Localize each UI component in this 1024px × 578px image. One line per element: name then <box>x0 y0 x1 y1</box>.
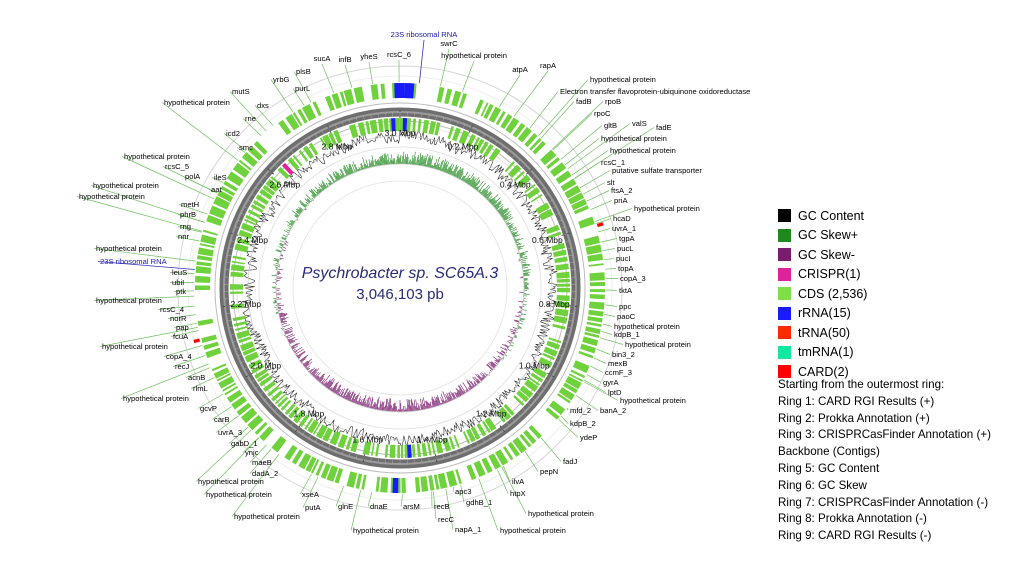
ring-description-heading: Starting from the outermost ring: <box>778 378 945 391</box>
gene-label: fadE <box>656 123 672 132</box>
axis-tick-label: 3.0 Mbp <box>384 128 416 138</box>
gene-label: hypothetical protein <box>123 394 189 403</box>
legend-label-trna: tRNA(50) <box>798 325 851 340</box>
gene-label: rlmL <box>193 384 208 393</box>
axis-tick-label: 1.6 Mbp <box>352 434 384 445</box>
gene-label: apc3 <box>455 487 472 496</box>
legend-label-gc-skew-minus: GC Skew- <box>798 247 855 262</box>
legend-item <box>778 343 1022 363</box>
center-organism-name: Psychrobacter sp. SC65A.3 <box>301 265 499 282</box>
ring-description-line-9: Ring 9: CARD RGI Results (-) <box>778 529 932 543</box>
gene-label: leuS <box>172 268 188 277</box>
axis-tick-label: 0.4 Mbp <box>499 179 531 190</box>
gene-label: hypothetical protein <box>590 75 656 84</box>
gene-label: rcsC_4 <box>160 305 185 314</box>
gene-label: tktA <box>619 286 633 295</box>
gene-label: paoC <box>617 312 636 321</box>
axis-tick-label: 2.0 Mbp <box>250 360 282 371</box>
gene-label: gdhB_1 <box>466 498 493 507</box>
gene-label: rpoB <box>605 97 622 106</box>
gene-label: hypothetical protein <box>614 322 680 331</box>
gene-label: lptD <box>608 388 622 397</box>
gene-label: dnaE <box>370 502 388 511</box>
legend-item <box>778 206 1022 226</box>
legend-label-gc-content: GC Content <box>798 208 865 223</box>
axis-tick-label: 1.8 Mbp <box>293 408 325 419</box>
gene-label: infB <box>338 55 352 64</box>
gene-label: bin3_2 <box>612 350 635 359</box>
gene-label: yheS <box>360 52 378 61</box>
gene-label: recJ <box>175 362 190 371</box>
axis-tick-label: 0.6 Mbp <box>532 235 563 246</box>
gene-label: hypothetical protein <box>610 146 676 155</box>
gene-label: dadA_2 <box>252 469 279 478</box>
gene-label: uvrA_3 <box>218 428 243 437</box>
gene-label: hypothetical protein <box>353 526 419 535</box>
gene-label: ydeP <box>580 433 598 442</box>
gene-label: banA_2 <box>600 406 627 415</box>
gene-label: icd2 <box>226 129 240 138</box>
gene-label: hypothetical protein <box>206 490 272 499</box>
gene-label: ptk <box>176 287 187 296</box>
legend-swatch-trna <box>778 326 791 339</box>
gene-label: hypothetical protein <box>601 134 667 143</box>
gene-label: valS <box>632 119 647 128</box>
legend-label-gc-skew-plus: GC Skew+ <box>798 228 859 243</box>
gene-label: rapA <box>539 61 557 70</box>
gene-label: napA_1 <box>455 525 482 534</box>
gene-label: norR <box>170 314 187 323</box>
legend-swatch-gc-skew-plus <box>778 229 791 242</box>
axis-tick-label: 2.4 Mbp <box>237 235 268 246</box>
gene-label: pepN <box>540 467 559 476</box>
gene-label: rcsC_5 <box>165 162 190 171</box>
gene-label: maeB <box>252 458 272 467</box>
gene-label: kdpB_1 <box>614 330 640 339</box>
gene-label: xseA <box>302 490 319 499</box>
ring-description-line-1: Ring 1: CARD RGI Results (+) <box>778 394 935 408</box>
legend-swatch-gc-skew-minus <box>778 248 791 261</box>
ring-description-line-4: Backbone (Contigs) <box>778 445 880 459</box>
gene-label: 23S ribosomal RNA <box>100 257 167 266</box>
legend-swatch-tmrna <box>778 346 791 359</box>
axis-tick-label: 0.8 Mbp <box>538 299 570 310</box>
gene-label: putative sulfate transporter <box>612 166 702 175</box>
legend-label-rrna: rRNA(15) <box>798 306 851 321</box>
gene-label: hypothetical protein <box>634 204 700 213</box>
gene-label: hypothetical protein <box>93 181 159 190</box>
gene-label: ppc <box>619 302 632 311</box>
gene-label: atpA <box>512 65 528 74</box>
legend-label-cds: CDS (2,536) <box>798 286 868 301</box>
gene-label: sucA <box>313 54 331 63</box>
gene-label: ccmF_3 <box>605 368 633 377</box>
ring-description-line-5: Ring 5: GC Content <box>778 461 880 475</box>
gene-label: recB <box>434 502 450 511</box>
gene-label: topA <box>618 264 634 273</box>
gene-label: swrC <box>440 39 458 48</box>
center-genome-size: 3,046,103 pb <box>356 286 444 303</box>
gene-label: gcvP <box>200 404 217 413</box>
axis-tick-label: 2.8 Mbp <box>321 141 353 152</box>
gene-label: pucL <box>617 244 634 253</box>
legend-item <box>778 284 1022 304</box>
ring-description-line-7: Ring 7: CRISPRCasFinder Annotation (-) <box>778 495 989 509</box>
axis-tick-label: 1.4 Mbp <box>416 434 448 445</box>
gene-label: dxs <box>257 101 269 110</box>
gene-label: yrbG <box>273 75 290 84</box>
gene-label: htpX <box>510 489 526 498</box>
gene-label: putA <box>305 503 321 512</box>
gene-label: hypothetical protein <box>79 192 145 201</box>
gene-label: ftsA_2 <box>611 186 633 195</box>
gene-label: hypothetical protein <box>96 296 162 305</box>
gene-label: pap <box>176 323 189 332</box>
gene-label: aat <box>211 185 222 194</box>
gene-label: polA <box>185 172 201 181</box>
gene-label: priA <box>614 196 628 205</box>
legend-swatch-cds <box>778 287 791 300</box>
gene-label: smc <box>239 143 253 152</box>
gene-label: ileS <box>214 173 227 182</box>
gene-label: tgpA <box>619 234 635 243</box>
gene-label: gltB <box>604 121 618 130</box>
gene-label: rcsC_6 <box>386 50 412 59</box>
gene-label: fadB <box>576 97 592 106</box>
ring-description-line-8: Ring 8: Prokka Annotation (-) <box>778 512 927 526</box>
gene-label: hypothetical protein <box>102 342 168 351</box>
gene-label: plsB <box>296 67 311 76</box>
gene-label: hypothetical protein <box>625 340 691 349</box>
gene-label: ynjc <box>245 448 259 457</box>
gene-label: rcsC_1 <box>601 158 626 167</box>
gene-label: rpoC <box>594 109 611 118</box>
legend-swatch-rrna <box>778 307 791 320</box>
gene-label: mfd_2 <box>570 406 592 415</box>
ring-description <box>778 377 1022 545</box>
gene-label: gabD_1 <box>231 439 258 448</box>
gene-label: hypothetical protein <box>234 512 300 521</box>
gene-label: rng <box>180 222 191 231</box>
legend-item <box>778 304 1022 324</box>
gene-label: hypothetical protein <box>620 396 686 405</box>
gene-label: ilvA <box>512 477 525 486</box>
gene-label: nnr <box>178 232 189 241</box>
axis-tick-label: 1.0 Mbp <box>518 360 550 371</box>
gene-label: pucI <box>616 254 631 263</box>
gene-label: copA_3 <box>620 274 646 283</box>
gene-label: arsM <box>403 502 420 511</box>
legend-swatch-crispr <box>778 268 791 281</box>
gene-label: fadJ <box>563 457 578 466</box>
gene-label: metH <box>181 200 200 209</box>
gene-label: phrB <box>180 210 197 219</box>
gene-label: 23S ribosomal RNA <box>390 30 458 39</box>
gene-label: ubiI <box>172 278 185 287</box>
legend <box>778 206 1022 382</box>
gene-label: glnE <box>338 502 354 511</box>
gene-label: recC <box>438 515 455 524</box>
gene-label: hypothetical protein <box>124 152 190 161</box>
gene-label: hypothetical protein <box>441 51 507 60</box>
axis-tick-label: 0.2 Mbp <box>447 141 479 152</box>
gene-label: slt <box>607 178 615 187</box>
gene-label: hypothetical protein <box>528 509 594 518</box>
axis-tick-label: 2.2 Mbp <box>230 299 262 310</box>
legend-item <box>778 245 1022 265</box>
ring-description-line-2: Ring 2: Prokka Annotation (+) <box>778 411 930 425</box>
ring-description-line-6: Ring 6: GC Skew <box>778 478 867 492</box>
legend-swatch-gc-content <box>778 209 791 222</box>
gene-label: hypothetical protein <box>164 98 230 107</box>
gene-label: hypothetical protein <box>198 477 264 486</box>
gene-label: carB <box>214 415 230 424</box>
legend-label-card: CARD(2) <box>798 364 849 379</box>
legend-item <box>778 265 1022 285</box>
gene-label: acnB <box>188 373 206 382</box>
gene-label: uvrA_1 <box>612 224 637 233</box>
gene-label: Electron transfer flavoprotein-ubiquinone oxidoreductase <box>560 87 751 96</box>
gene-label: copA_4 <box>166 352 192 361</box>
legend-label-crispr: CRISPR(1) <box>798 267 861 282</box>
axis-tick-label: 1.2 Mbp <box>475 408 507 419</box>
legend-item <box>778 323 1022 343</box>
gene-label: gyrA <box>603 378 619 387</box>
gene-label: mutS <box>232 87 250 96</box>
gene-label: hypothetical protein <box>96 244 162 253</box>
ring-description-line-3: Ring 3: CRISPRCasFinder Annotation (+) <box>778 428 991 442</box>
gene-label: mexB <box>608 359 628 368</box>
legend-item <box>778 226 1022 246</box>
gene-label: hypothetical protein <box>500 526 566 535</box>
axis-tick-label: 2.6 Mbp <box>269 179 301 190</box>
gene-label: rne <box>245 114 256 123</box>
gene-label: hcaD <box>613 214 631 223</box>
legend-label-tmrna: tmRNA(1) <box>798 345 854 360</box>
gene-label: fcuA <box>173 332 189 341</box>
gene-label: kdpB_2 <box>570 419 596 428</box>
gene-label: purL <box>295 84 311 93</box>
